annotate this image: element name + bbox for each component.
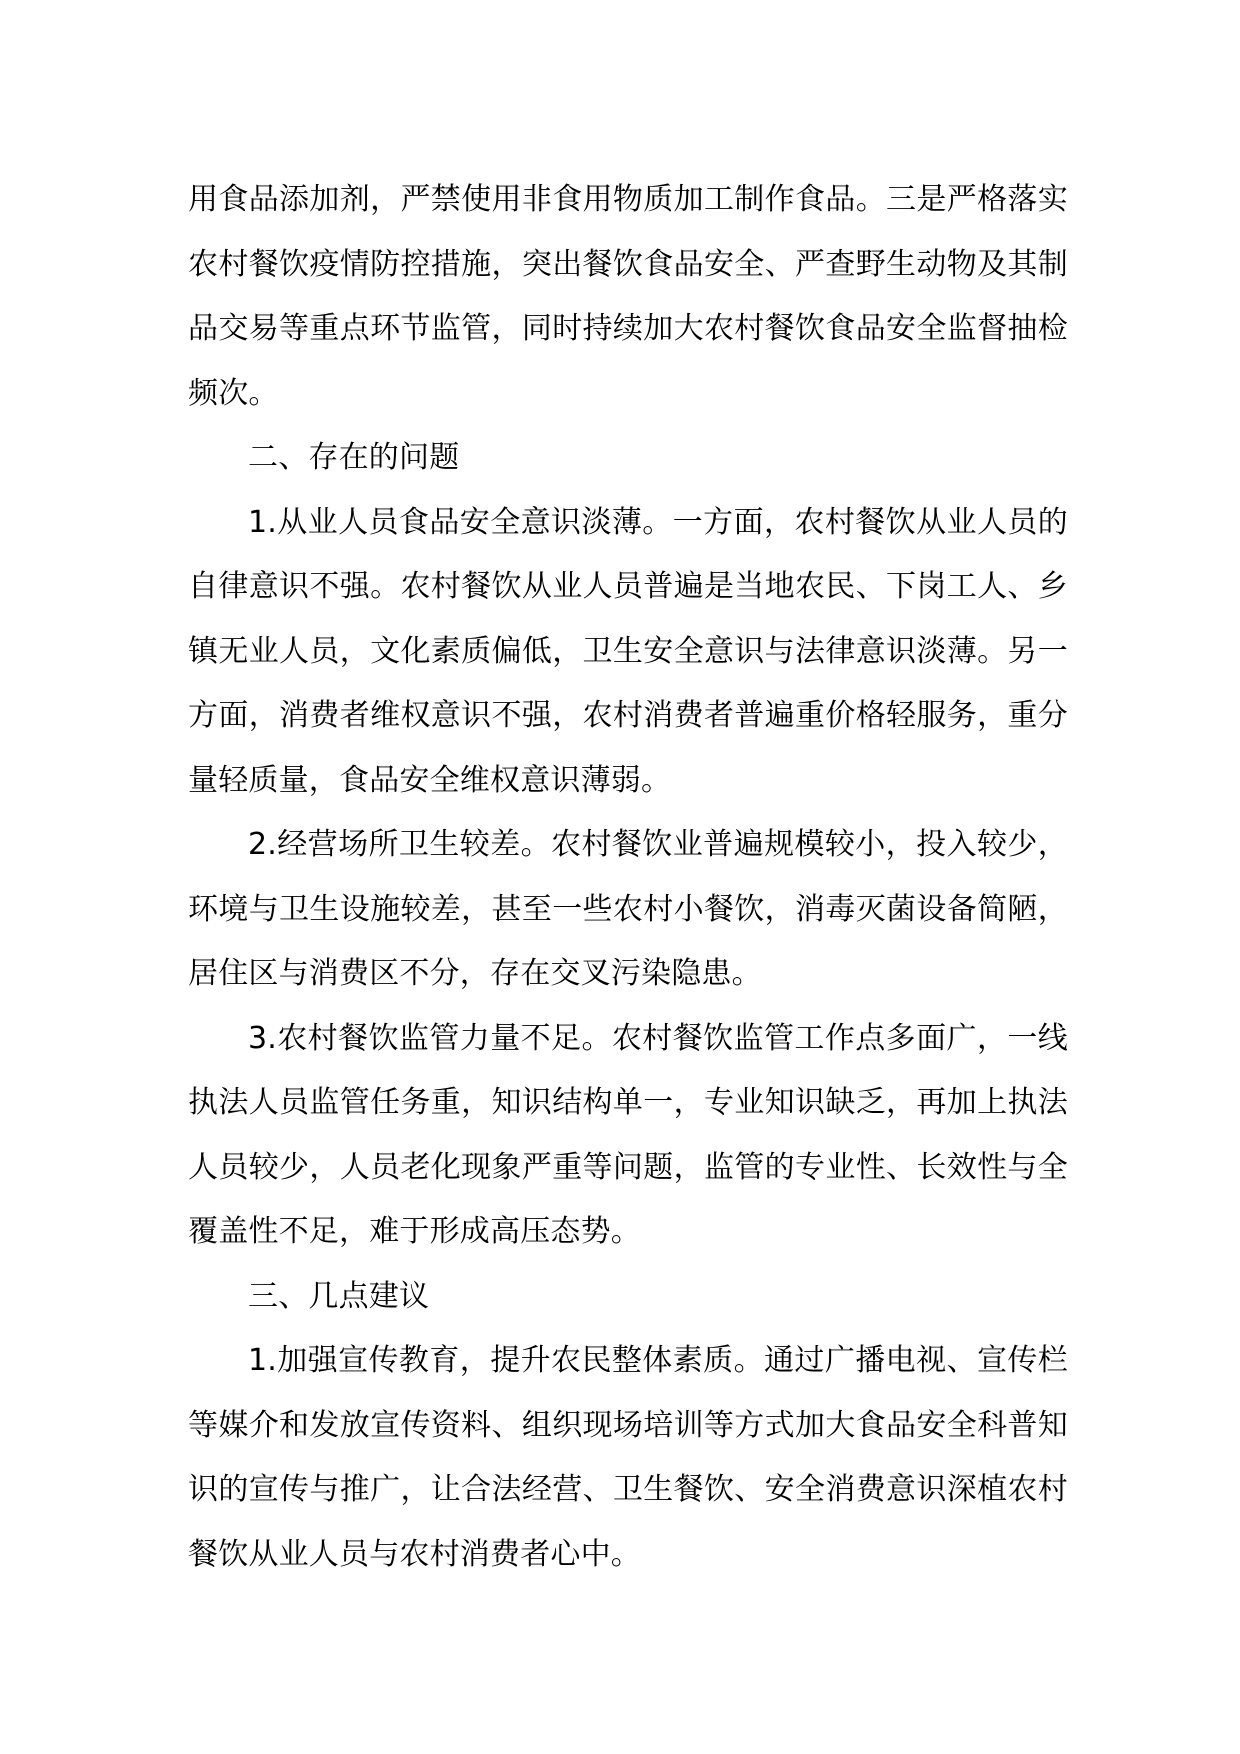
section-heading-problems: 二、存在的问题 xyxy=(248,440,460,475)
document-body xyxy=(188,168,1068,1587)
section-heading-suggestions: 三、几点建议 xyxy=(248,1278,430,1314)
suggestion-item-1: 1.加强宣传教育，提升农民整体素质。通过广播电视、宣传栏等媒介和发放宣传资料、组织现场培训等方式加大食品安全科普知识的宣传与推广，让合法经营、卫生餐饮、安全消费意识深植农村餐饮从业人员与农村消费者心中。 xyxy=(188,1343,1068,1572)
problem-item-3: 3.农村餐饮监管力量不足。农村餐饮监管工作点多面广，一线执法人员监管任务重，知识结构单一，专业知识缺乏，再加上执法人员较少，人员老化现象严重等问题，监管的专业性、长效性与全覆盖性不足，难于形成高压态势。 xyxy=(188,1020,1068,1249)
problem-item-1: 1.从业人员食品安全意识淡薄。一方面，农村餐饮从业人员的自律意识不强。农村餐饮从业人员普遍是当地农民、下岗工人、乡镇无业人员，文化素质偏低，卫生安全意识与法律意识淡薄。另一方面，消费者维权意识不强，农村消费者普遍重价格轻服务，重分量轻质量，食品安全维权意识薄弱。 xyxy=(188,504,1068,798)
paragraph-continuation: 用食品添加剂，严禁使用非食用物质加工制作食品。三是严格落实农村餐饮疫情防控措施，突出餐饮食品安全、严查野生动物及其制品交易等重点环节监管，同时持续加大农村餐饮食品安全监督抽检频次。 xyxy=(188,182,1068,411)
problem-item-2: 2.经营场所卫生较差。农村餐饮业普遍规模较小，投入较少，环境与卫生设施较差，甚至一些农村小餐饮，消毒灭菌设备简陋，居住区与消费区不分，存在交叉污染隐患。 xyxy=(188,827,1068,991)
